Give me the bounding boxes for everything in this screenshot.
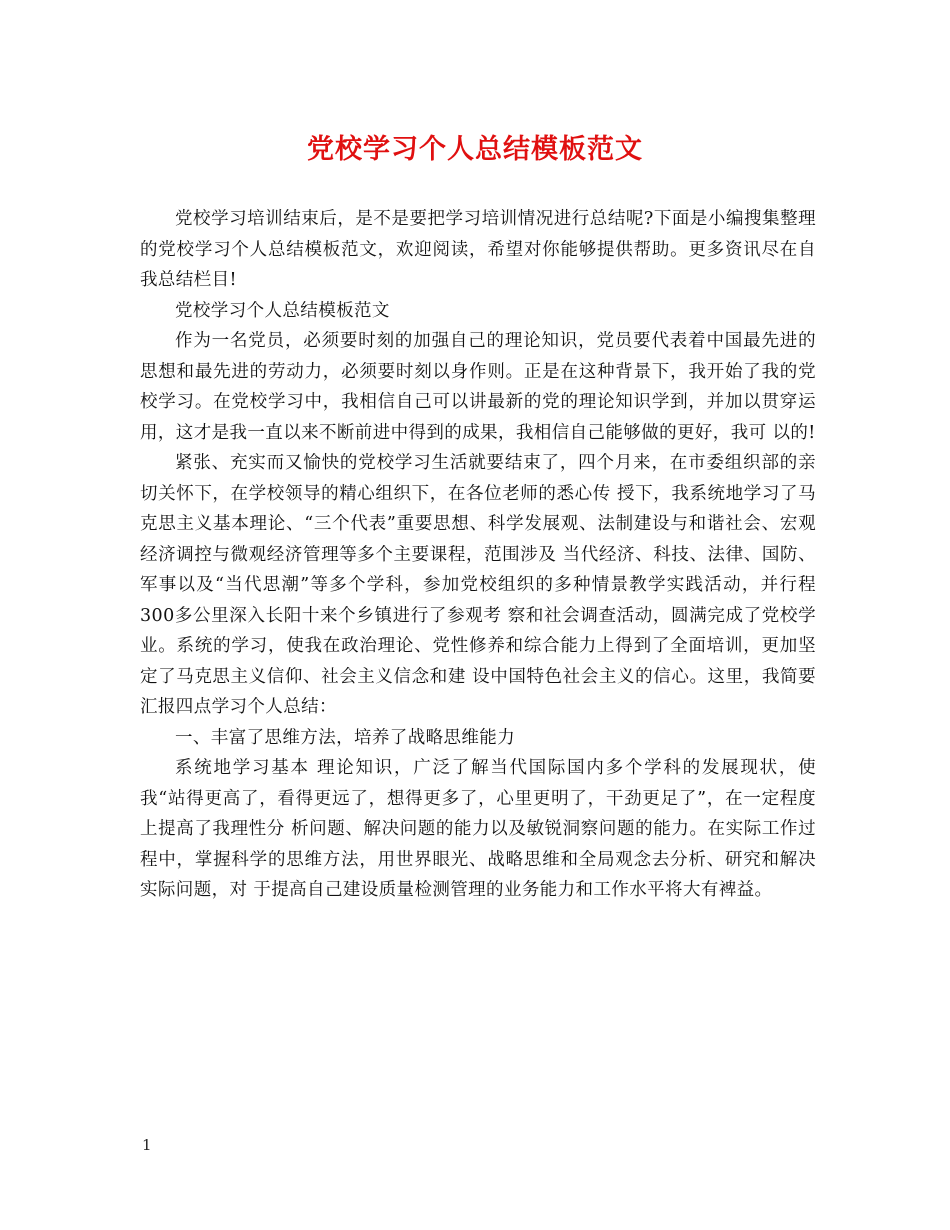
document-title: 党校学习个人总结模板范文 [307,134,643,165]
subtitle-paragraph: 党校学习个人总结模板范文 [175,300,390,321]
intro-paragraph: 党校学习培训结束后，是不是要把学习培训情况进行总结呢?下面是小编搜集整理的党校学习个人总结模板范文，欢迎阅读，希望对你能够提供帮助。更多资讯尽在自我总结栏目! [140,209,816,290]
body-paragraph: 系统地学习基本 理论知识，广泛了解当代国际国内多个学科的发展现状，使我“站得更高了，看得更远了，想得更多了，心里更明了，干劲更足了”，在一定程度上提高了我理性分 析问题、解决问题的能力以及敏锐洞察问题的能力。在实际工作过程中，掌握科学的思维方法，用世界眼光、战略思维和全局观念去分析、研究和解决实际问题，对 于提高自己建设质量检测管理的业务能力和工作水平将大有裨益。 [140,758,816,900]
section-heading: 一、丰富了思维方法，培养了战略思维能力 [175,727,516,748]
page-number: 1 [142,1136,152,1154]
document-body [140,204,816,906]
body-paragraph: 紧张、充实而又愉快的党校学习生活就要结束了，四个月来，在市委组织部的亲切关怀下，在学校领导的精心组织下，在各位老师的悉心传 授下，我系统地学习了马克思主义基本理论、“三个代表”重要思想、科学发展观、法制建设与和谐社会、宏观经济调控与微观经济管理等多个主要课程，范围涉及 当代经济、科技、法律、国防、军事以及“当代思潮”等多个学科，参加党校组织的多种情景教学实践活动，并行程300多公里深入长阳十来个乡镇进行了参观考 察和社会调查活动，圆满完成了党校学业。系统的学习，使我在政治理论、党性修养和综合能力上得到了全面培训，更加坚定了马克思主义信仰、社会主义信念和建 设中国特色社会主义的信心。这里，我简要汇报四点学习个人总结： [140,453,816,717]
body-paragraph: 作为一名党员，必须要时刻的加强自己的理论知识，党员要代表着中国最先进的思想和最先进的劳动力，必须要时刻以身作则。正是在这种背景下，我开始了我的党 校学习。在党校学习中，我相信自己可以讲最新的党的理论知识学到，并加以贯穿运用，这才是我一直以来不断前进中得到的成果，我相信自己能够做的更好，我可 以的! [140,331,816,443]
